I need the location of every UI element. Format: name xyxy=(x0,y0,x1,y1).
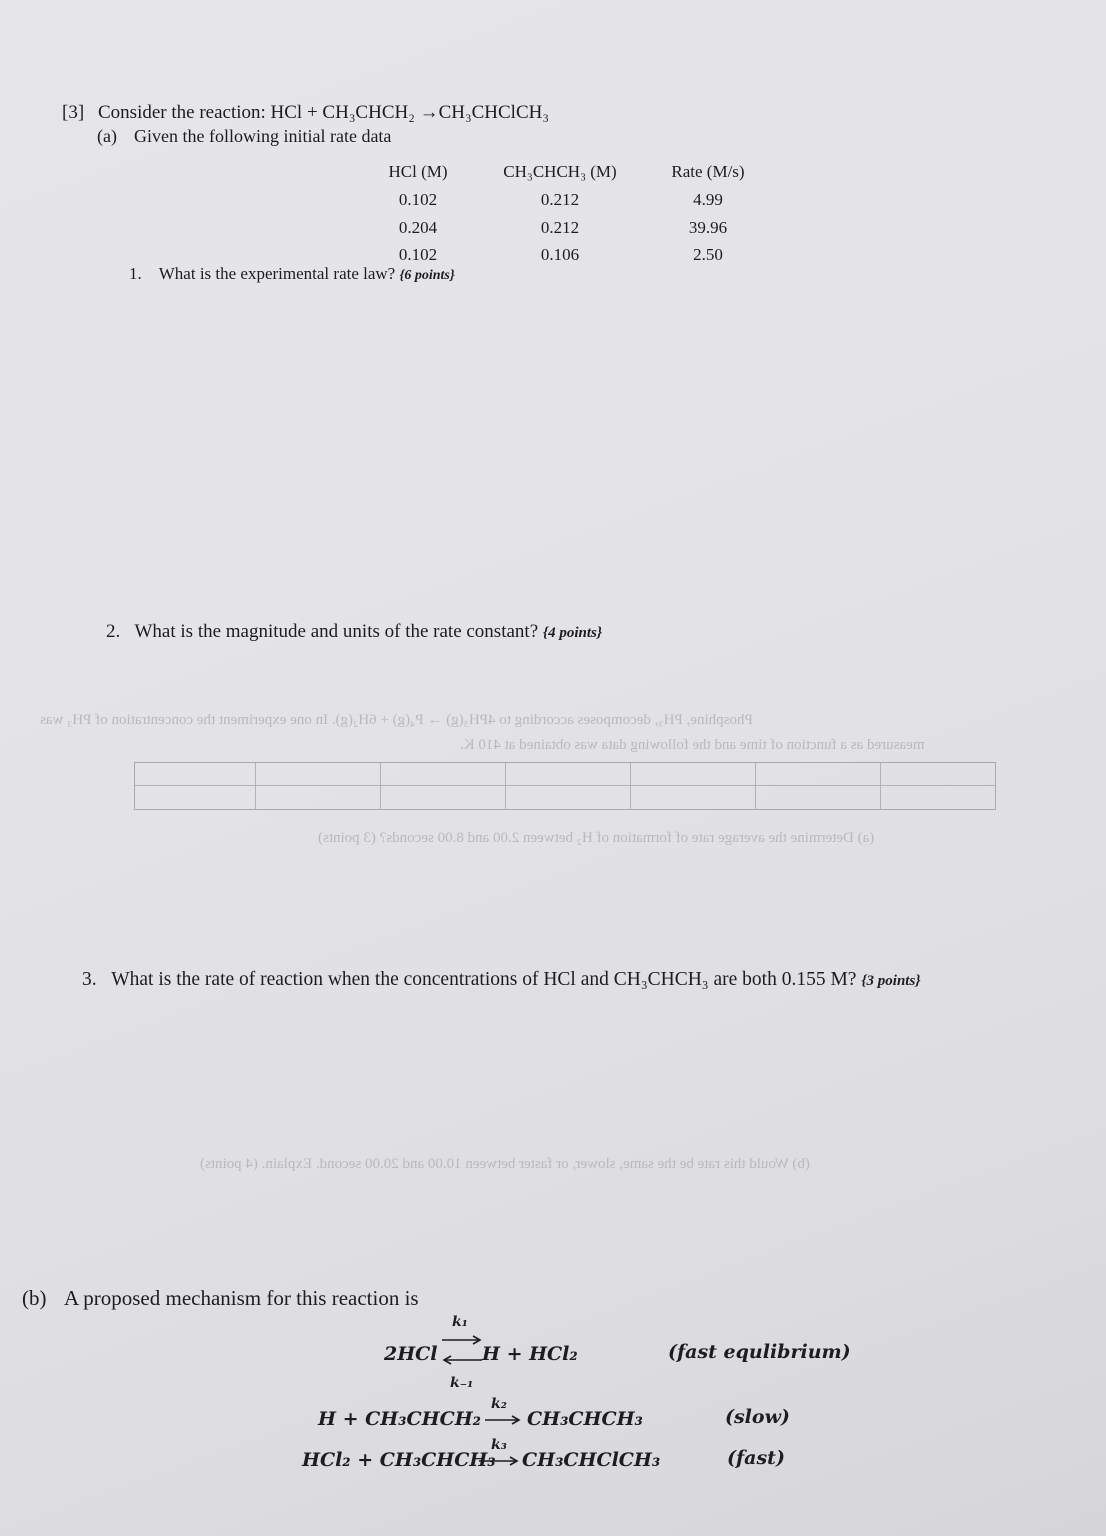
rate-constant-reverse: k₋₁ xyxy=(450,1375,474,1391)
subquestion-1 xyxy=(129,264,455,284)
subquestion-text: What is the rate of reaction when the concentrations of HCl and CH₃CHCH₃ are both 0.155 M? xyxy=(111,969,857,990)
table-cell: 4.99 xyxy=(693,190,723,209)
part-b-label: (b) xyxy=(22,1286,47,1310)
subquestion-text: What is the magnitude and units of the rate constant? xyxy=(134,621,539,642)
table-header: Rate (M/s) xyxy=(671,162,745,181)
step-note: (fast equlibrium) xyxy=(668,1341,851,1363)
bleed-through-table xyxy=(134,762,996,810)
bleed-through-text: (a) Determine the average rate of formation of H₂ between 2.00 and 8.00 seconds? (3 points) xyxy=(318,830,875,846)
table-cell: 0.102 xyxy=(398,245,438,264)
step-lhs: 2HCl xyxy=(384,1343,438,1365)
table-cell: 39.96 xyxy=(688,218,728,237)
step-rhs: CH₃CHClCH₃ xyxy=(522,1449,661,1471)
reaction-arrow-icon xyxy=(484,1414,522,1426)
subquestion-number: 1. xyxy=(129,264,142,283)
step-note: (fast) xyxy=(727,1447,785,1469)
bleed-through-text: (b) Would this rate be the same, slower, or faster between 10.00 and 20.00 second. Explain. (4 points) xyxy=(200,1156,810,1172)
equilibrium-arrows-icon xyxy=(440,1334,484,1366)
points-label: {4 points} xyxy=(542,625,603,641)
rate-constant-forward: k₁ xyxy=(452,1314,468,1330)
subquestion-text: What is the experimental rate law? xyxy=(158,264,396,283)
step-lhs: HCl₂ + CH₃CHCH₃ xyxy=(302,1449,496,1471)
rate-constant-forward: k₂ xyxy=(491,1396,507,1412)
part-a-text: Given the following initial rate data xyxy=(134,126,392,146)
table-cell: 0.204 xyxy=(398,218,438,237)
question-intro: Consider the reaction: HCl + CH₃CHCH₂ →CH₃CHClCH₃ xyxy=(98,102,549,123)
question-number: [3] xyxy=(62,102,85,123)
subquestion-3 xyxy=(82,969,921,991)
table-cell: 0.212 xyxy=(540,218,580,237)
subquestion-number: 2. xyxy=(106,621,121,642)
points-label: {6 points} xyxy=(399,268,455,283)
table-header: CH₃CHCH₃ (M) xyxy=(503,162,617,181)
table-cell: 2.50 xyxy=(693,245,723,264)
table-cell: 0.106 xyxy=(540,245,580,264)
step-rhs: CH₃CHCH₃ xyxy=(527,1408,643,1430)
step-note: (slow) xyxy=(725,1406,790,1428)
bleed-through-text: measured as a function of time and the following data was obtained at 410 K. xyxy=(460,737,925,753)
table-header: HCl (M) xyxy=(388,162,448,181)
table-cell: 0.212 xyxy=(540,190,580,209)
table-cell: 0.102 xyxy=(398,190,438,209)
reaction-arrow-icon xyxy=(478,1455,520,1467)
part-a-label: (a) xyxy=(97,126,117,146)
bleed-through-text: Phosphine, PH₃, decomposes according to 4PH₃(g) → P₄(g) + 6H₂(g). In one experiment the concentration of PH₃ was xyxy=(40,712,753,728)
subquestion-2 xyxy=(106,621,602,643)
step-rhs: H + HCl₂ xyxy=(482,1343,578,1365)
part-b-text: A proposed mechanism for this reaction is xyxy=(64,1286,419,1310)
step-lhs: H + CH₃CHCH₂ xyxy=(318,1408,481,1430)
subquestion-number: 3. xyxy=(82,969,97,990)
rate-constant-forward: k₃ xyxy=(491,1437,507,1453)
points-label: {3 points} xyxy=(861,973,921,989)
